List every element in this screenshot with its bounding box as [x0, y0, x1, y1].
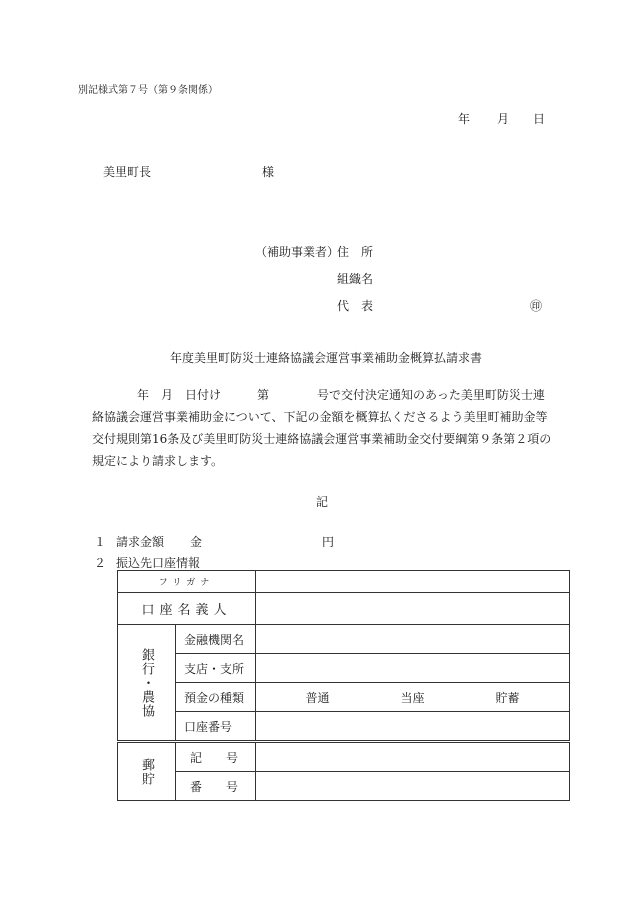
kigo-label: 記 号	[176, 742, 256, 772]
item1-num: １	[94, 535, 107, 549]
org-label: 組織名	[337, 272, 374, 286]
addressee-name: 美里町長	[103, 165, 152, 179]
account-number-field[interactable]	[256, 712, 570, 742]
furigana-label: フリガナ	[118, 571, 256, 593]
form-id: 別記様式第７号（第９条関係）	[78, 85, 218, 96]
institution-row	[118, 625, 570, 654]
deposit-type-row	[118, 683, 570, 712]
bango-label: 番 号	[176, 772, 256, 801]
addressee-honorific: 様	[262, 165, 275, 179]
date-year: 年	[458, 112, 471, 126]
seal-mark: ㊞	[530, 299, 543, 313]
branch-field[interactable]	[256, 654, 570, 683]
body-line-2: 絡協議会運営事業補助金について、下記の金額を概算払くださるよう美里町補助金等	[92, 410, 548, 424]
item2-label: 振込先口座情報	[116, 556, 201, 570]
post-group-cell	[118, 742, 176, 801]
body-line-1: 年 月 日付け 第 号で交付決定通知のあった美里町防災士連	[137, 388, 545, 402]
holder-field[interactable]	[256, 593, 570, 625]
item1-yen: 円	[322, 535, 335, 549]
account-number-label: 口座番号	[176, 712, 256, 742]
bank-group-label: 銀行・農協	[139, 647, 154, 718]
item2-num: ２	[94, 556, 107, 570]
applicant-role: （補助事業者）	[255, 245, 340, 259]
document-title: 年度美里町防災士連絡協議会運営事業補助金概算払請求書	[170, 351, 483, 365]
address-label: 住 所	[337, 245, 374, 259]
holder-row	[118, 593, 570, 625]
ki-heading: 記	[316, 495, 329, 509]
body-line-3: 交付規則第16条及び美里町防災士連絡協議会運営事業補助金交付要綱第９条第２項の	[92, 432, 552, 446]
item1-kin: 金	[190, 535, 203, 549]
deposit-type-field[interactable]	[256, 683, 570, 712]
bango-field[interactable]	[256, 772, 570, 801]
type-option-futsu[interactable]: 普通	[305, 690, 330, 705]
account-table	[117, 570, 570, 801]
item1-label: 請求金額	[116, 535, 165, 549]
institution-field[interactable]	[256, 625, 570, 654]
institution-label: 金融機関名	[176, 625, 256, 654]
bank-group-cell	[118, 625, 176, 742]
furigana-row	[118, 571, 570, 593]
type-option-chochiku[interactable]: 貯蓄	[495, 690, 520, 705]
deposit-type-label: 預金の種類	[176, 683, 256, 712]
kigo-row	[118, 742, 570, 772]
account-number-row	[118, 712, 570, 742]
post-group-label: 郵貯	[139, 757, 154, 786]
furigana-field[interactable]	[256, 571, 570, 593]
type-option-toza[interactable]: 当座	[400, 690, 425, 705]
kigo-field[interactable]	[256, 742, 570, 772]
branch-row	[118, 654, 570, 683]
body-paragraph	[92, 384, 562, 472]
rep-label: 代 表	[337, 299, 374, 313]
bango-row	[118, 772, 570, 801]
date-day: 日	[533, 112, 546, 126]
date-month: 月	[497, 112, 510, 126]
holder-label: 口座名義人	[118, 593, 256, 625]
branch-label: 支店・支所	[176, 654, 256, 683]
body-line-4: 規定により請求します。	[92, 454, 224, 468]
